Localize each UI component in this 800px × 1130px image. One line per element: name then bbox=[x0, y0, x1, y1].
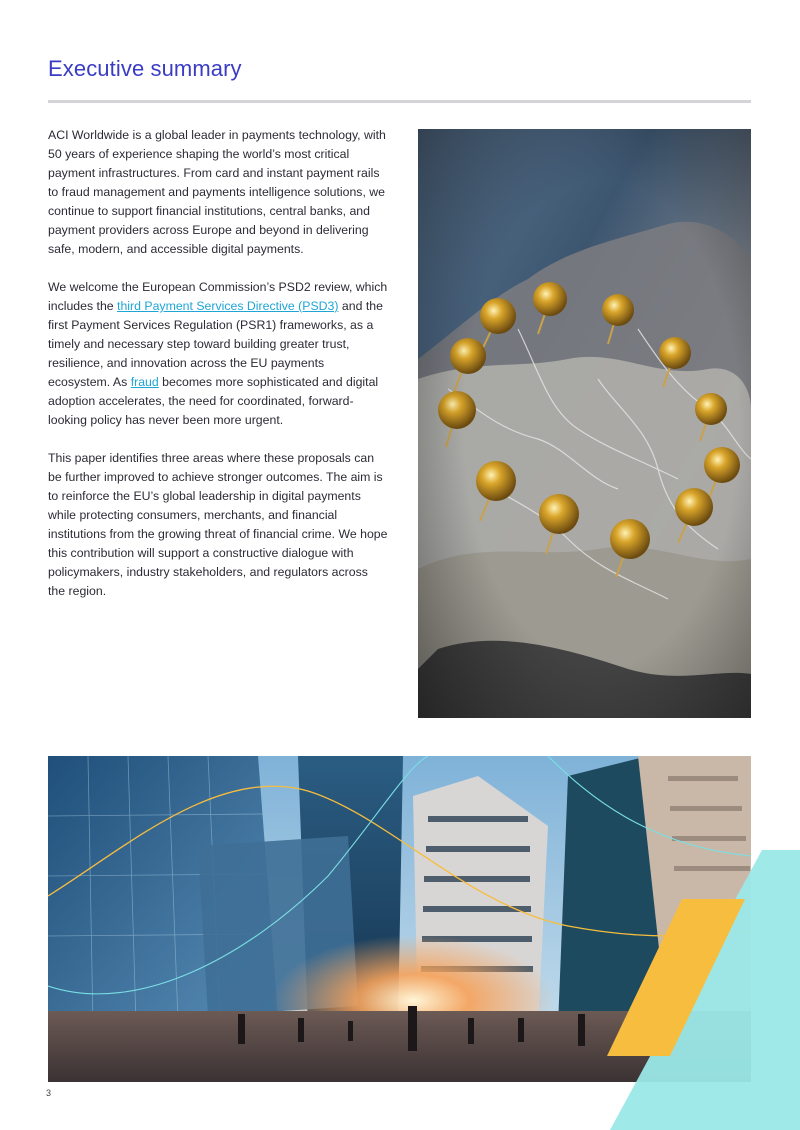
fraud-link[interactable]: fraud bbox=[130, 375, 159, 389]
title-divider bbox=[48, 100, 751, 103]
page-number: 3 bbox=[46, 1088, 52, 1098]
psd3-link[interactable]: third Payment Services Directive (PSD3) bbox=[117, 299, 339, 313]
business-district-photo bbox=[48, 756, 751, 1082]
paragraph-psd2-part-c: becomes more sophisticated and digital adoption accelerates, the need for coordinated, forward-looking policy has never been more urgent. bbox=[48, 375, 379, 427]
body-text bbox=[48, 126, 388, 620]
paragraph-psd2-part-a: We welcome the European Commission’s PSD2 review, which includes the bbox=[48, 280, 388, 313]
paragraph-psd2 bbox=[48, 278, 388, 430]
europe-map-pins-photo bbox=[418, 129, 751, 718]
page-title: Executive summary bbox=[48, 56, 242, 81]
paragraph-aims: This paper identifies three areas where these proposals can be further improved to achieve stronger outcomes. The aim is to reinforce the EU’s global leadership in digital payments while protecting consumers, merchants, and financial institutions from the growing threat of financial crime. We hope this contribution will support a constructive dialogue with policymakers, industry stakeholders, and regulators across the region. bbox=[48, 451, 388, 598]
paragraph-psd2-part-b: and the first Payment Services Regulation (PSR1) frameworks, as a timely and necessary step toward building greater trust, resilience, and innovation across the EU payments ecosystem. As bbox=[48, 299, 383, 389]
paragraph-intro: ACI Worldwide is a global leader in payments technology, with 50 years of experience shaping the world’s most critical payment infrastructures. From card and instant payment rails to fraud management and payments intelligence solutions, we continue to support financial institutions, central banks, and payment providers across Europe and beyond in delivering safe, modern, and accessible digital payments. bbox=[48, 128, 386, 256]
